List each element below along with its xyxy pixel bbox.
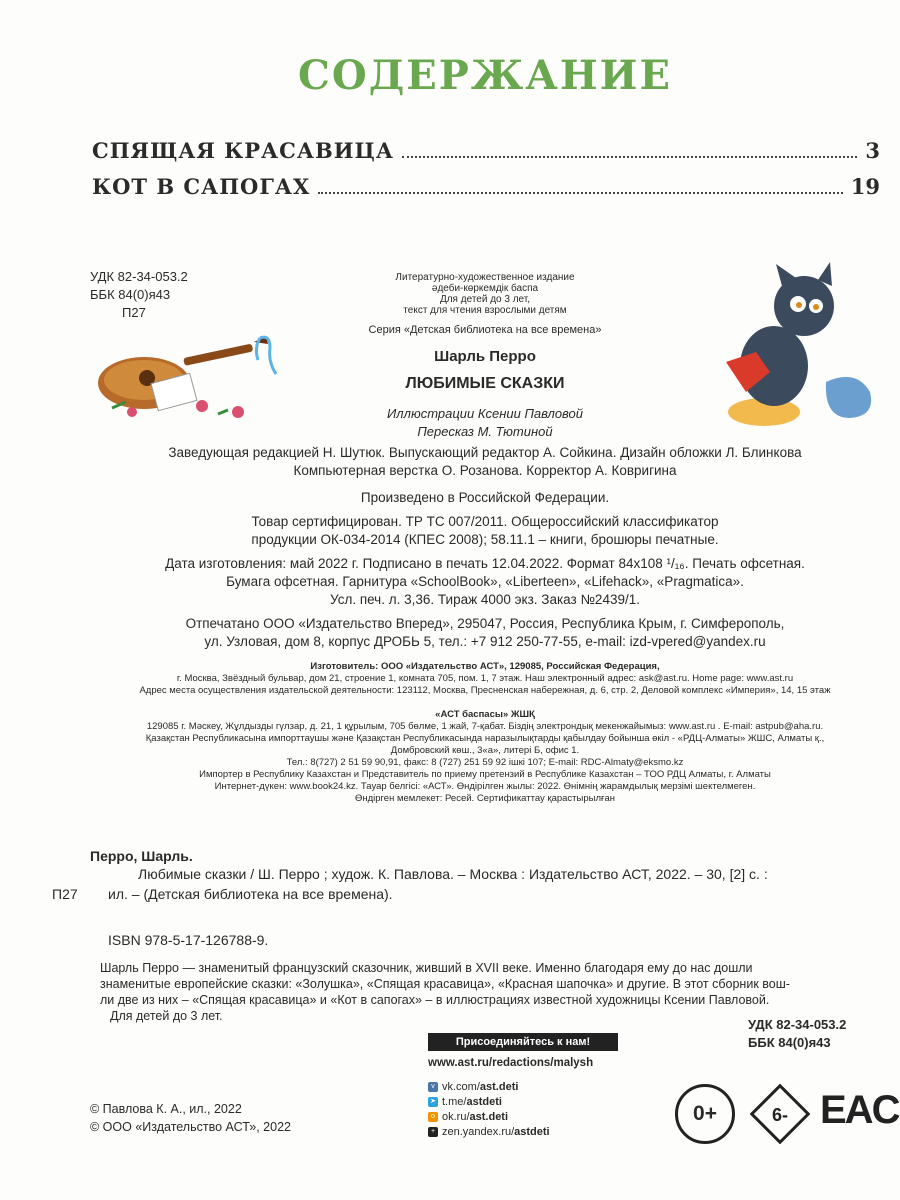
telegram-icon: ➤ xyxy=(428,1097,438,1107)
toc-entry[interactable] xyxy=(92,138,880,163)
ok-icon: o xyxy=(428,1112,438,1122)
kz-line: Импортер в Республику Казахстан и Представитель по приему претензий в Республике Казахстан – ТОО РДЦ Алматы, г. Алматы xyxy=(199,769,771,780)
copyright-line: © Павлова К. А., ил., 2022 xyxy=(90,1102,242,1116)
annotation-line: ли две из них – «Спящая красавица» и «Кот в сапогах» – в иллюстрациях известной художницы Ксении Павловой. xyxy=(100,993,770,1007)
kz-line: 129085 г. Мәскеу, Жұлдызды гүлзар, д. 21, 1 құрылым, 705 бөлме, 1 жай, 7-қабат. Біздің электрондық мекенжайымыз: www.ast.ru . E-mail: astpub@aha.ru. xyxy=(146,721,824,732)
print-run-text: Усл. печ. л. 3,36. Тираж 4000 экз. Заказ №2439/1. xyxy=(330,592,640,607)
book-author: Шарль Перро xyxy=(434,348,536,365)
social-link-vk[interactable] xyxy=(428,1081,518,1093)
catalog-sign: П27 xyxy=(52,886,78,902)
edition-genre-block xyxy=(330,272,640,316)
toc-leader-dots xyxy=(402,156,857,158)
rose xyxy=(127,407,137,417)
copyright-block xyxy=(90,1100,291,1136)
toc-entry[interactable] xyxy=(92,174,880,199)
kz-line: Тел.: 8(727) 2 51 59 90,91, факс: 8 (727) 251 59 92 ішкі 107; E-mail: RDC-Almaty@eksmo.kz xyxy=(286,757,684,768)
retelling-text: Пересказ М. Тютиной xyxy=(417,424,553,439)
codes-top xyxy=(90,268,188,322)
cat-pupil xyxy=(813,304,819,310)
age-text-2: текст для чтения взрослыми детям xyxy=(403,305,567,316)
genre-kz-text: әдеби-көркемдік баспа xyxy=(431,283,539,294)
manufacturer-line: г. Москва, Звёздный бульвар, дом 21, строение 1, комната 705, пом. 1, 7 этаж. Наш электронный адрес: ask@ast.ru. Home page: www.ast.ru xyxy=(176,673,794,684)
catalog-line: Любимые сказки / Ш. Перро ; худож. К. Павлова. – Москва : Издательство АСТ, 2022. – 30, [2] с. : xyxy=(138,866,768,882)
manufacturer-block xyxy=(60,661,900,697)
cat-in-boots-illustration xyxy=(706,262,886,442)
lute-illustration xyxy=(92,328,282,428)
printer-address-text: ул. Узловая, дом 8, корпус ДРОБЬ 5, тел.: +7 912 250-77-55, e-mail: izd-vpered@yandex.ru xyxy=(204,634,766,649)
udk-code: УДК 82-34-053.2 xyxy=(90,269,188,284)
link-prefix: zen.yandex.ru/ xyxy=(442,1126,515,1138)
kz-line: Домбровский көш., 3«а», литері Б, офис 1. xyxy=(390,745,580,756)
made-in-text: Произведено в Российской Федерации. xyxy=(360,490,610,505)
book-title: ЛЮБИМЫЕ СКАЗКИ xyxy=(405,375,565,392)
bbk-code: ББК 84(0)я43 xyxy=(90,287,171,302)
author-sign: П27 xyxy=(122,305,146,320)
link-prefix: vk.com/ xyxy=(442,1081,480,1093)
illustrator-text: Иллюстрации Ксении Павловой xyxy=(386,406,584,421)
credits-block xyxy=(100,444,870,480)
codes-bottom xyxy=(748,1016,846,1052)
age-rating-badge: 0+ xyxy=(675,1084,735,1144)
kz-line: Қазақстан Республикасына импорттаушы және Қазақстан Республикасында наразылықтарды қабылдау бойынша өкіл - «РДЦ-Алматы» ЖШС, Алматы қ., xyxy=(145,733,825,744)
kz-line: Интернет-дүкен: www.book24.kz. Тауар белгісі: «АСТ». Өндірілген жылы: 2022. Өнімнің жарамдылық мерзімі шектелмеген. xyxy=(214,781,756,792)
age-mark-diamond xyxy=(750,1084,810,1144)
link-handle: ast.deti xyxy=(479,1081,519,1093)
isbn: ISBN 978-5-17-126788-9. xyxy=(108,932,269,948)
social-link-telegram[interactable] xyxy=(428,1096,502,1108)
paper-text: Бумага офсетная. Гарнитура «SchoolBook», «Liberteen», «Lifehack», «Pragmatica». xyxy=(226,574,744,589)
eac-mark: EAC xyxy=(820,1088,899,1132)
toc-leader-dots xyxy=(318,192,843,194)
toc-entry-page: 19 xyxy=(850,174,880,199)
catalog-author: Перро, Шарль. xyxy=(90,848,193,864)
link-handle: astdeti xyxy=(514,1126,550,1138)
annotation-line: Шарль Перро — знаменитый французский сказочник, живший в XVII веке. Именно благодаря ему до нас дошли xyxy=(100,961,753,975)
catalog-annotation xyxy=(100,960,890,1024)
vk-icon: v xyxy=(428,1082,438,1092)
credits-line: Компьютерная верстка О. Розанова. Корректор А. Ковригина xyxy=(293,463,677,478)
website-link[interactable]: www.ast.ru/redactions/malysh xyxy=(428,1057,594,1069)
join-us-banner: Присоединяйтесь к нам! xyxy=(428,1033,618,1051)
toc-title: СОДЕРЖАНИЕ xyxy=(298,52,672,99)
annotation-age: Для детей до 3 лет. xyxy=(110,1009,223,1023)
kz-line: «АСТ баспасы» ЖШҚ xyxy=(435,709,535,720)
rose xyxy=(232,406,244,418)
catalog-line: ил. – (Детская библиотека на все времена). xyxy=(108,886,393,902)
lute-neck xyxy=(183,344,253,366)
age-text: Для детей до 3 лет, xyxy=(439,294,531,305)
kz-block xyxy=(60,709,900,805)
print-date-text: Дата изготовления: май 2022 г. Подписано в печать 12.04.2022. Формат 84x108 ¹/₁₆. Печать офсетная. xyxy=(165,556,805,571)
cert-text: Товар сертифицирован. ТР ТС 007/2011. Общероссийский классификатор xyxy=(251,514,719,529)
diamond-text: 6- xyxy=(771,1105,789,1125)
manufacturer-line: Изготовитель: ООО «Издательство АСТ», 129085, Российская Федерация, xyxy=(310,661,660,672)
toc-entry-page: 3 xyxy=(865,138,880,163)
link-prefix: t.me/ xyxy=(442,1096,467,1108)
link-prefix: ok.ru/ xyxy=(442,1111,470,1123)
copyright-line: © ООО «Издательство АСТ», 2022 xyxy=(90,1120,291,1134)
cat-pupil xyxy=(796,302,802,308)
manufacturer-line: Адрес места осуществления издательской деятельности: 123112, Москва, Пресненская набережная, д. 6, стр. 2, Деловой комплекс «Империя», 14, 15 этаж xyxy=(139,685,831,696)
production-block xyxy=(100,489,870,651)
sack xyxy=(826,377,871,418)
udk-code: УДК 82-34-053.2 xyxy=(748,1017,847,1032)
credits-line: Заведующая редакцией Н. Шутюк. Выпускающий редактор А. Сойкина. Дизайн обложки Л. Блинкова xyxy=(168,445,802,460)
genre-text: Литературно-художественное издание xyxy=(395,272,575,283)
rose xyxy=(196,400,208,412)
series-text: Серия «Детская библиотека на все времена» xyxy=(368,324,602,336)
toc-entry-label: КОТ В САПОГАХ xyxy=(92,174,311,199)
zen-icon: + xyxy=(428,1127,438,1137)
bbk-code: ББК 84(0)я43 xyxy=(748,1035,831,1050)
link-handle: astdeti xyxy=(466,1096,502,1108)
annotation-line: знаменитые европейские сказки: «Золушка», «Спящая красавица», «Красная шапочка» и другие. В этот сборник вош- xyxy=(100,977,790,991)
social-link-zen[interactable] xyxy=(428,1126,550,1138)
kz-line: Өндірген мемлекет: Ресей. Сертификаттау қарастырылған xyxy=(354,793,616,804)
cert-text: продукции ОК-034-2014 (КПЕС 2008); 58.11.1 – книги, брошюры печатные. xyxy=(251,532,719,547)
toc-entry-label: СПЯЩАЯ КРАСАВИЦА xyxy=(92,138,394,163)
social-link-ok[interactable] xyxy=(428,1111,508,1123)
link-handle: ast.deti xyxy=(469,1111,509,1123)
printer-text: Отпечатано ООО «Издательство Вперед», 295047, Россия, Республика Крым, г. Симферополь, xyxy=(185,616,785,631)
